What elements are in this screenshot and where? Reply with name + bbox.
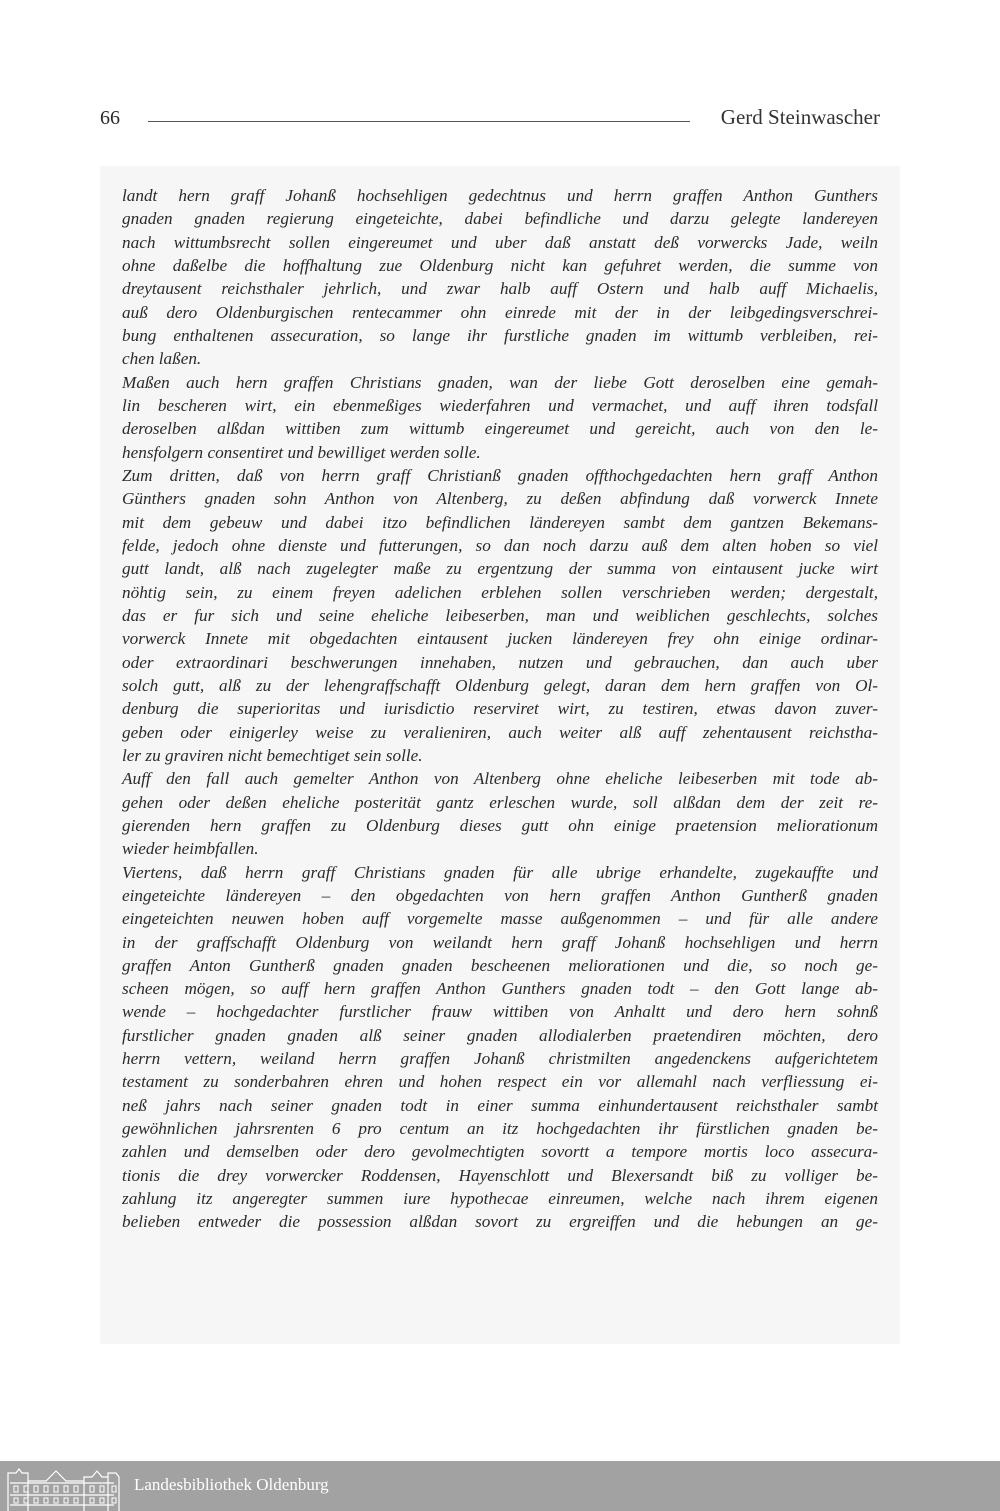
text-line: landt hern graff Johanß hochsehligen gedechtnus und herrn graffen Anthon Gunthers <box>122 186 878 205</box>
paragraph <box>122 464 878 767</box>
text-line: scheen mögen, so auff hern graffen Anthon Gunthers gnaden todt – den Gott lange ab- <box>122 979 878 999</box>
text-line: wieder heimbfallen. <box>122 839 259 859</box>
text-line: Maßen auch hern graffen Christians gnaden, wan der liebe Gott deroselben eine gemah- <box>122 372 878 392</box>
text-line: ler zu graviren nicht bemechtiget sein solle. <box>122 745 423 765</box>
text-line: gehen oder deßen eheliche posterität gantz erleschen wurde, soll alßdan dem der zeit re- <box>122 792 878 812</box>
text-line: Auff den fall auch gemelter Anthon von Altenberg ohne eheliche leibeserben mit tode ab- <box>122 769 878 789</box>
text-line: furstlicher gnaden gnaden alß seiner gnaden allodialerben praetendiren möchten, dero <box>122 1025 878 1045</box>
footer-bar <box>0 1461 1000 1511</box>
text-line: lin bescheren wirt, ein ebenmeßiges wiederfahren und vermachet, und auff ihren todsfall <box>122 395 878 415</box>
text-line: hensfolgern consentiret und bewilliget werden solle. <box>122 442 481 462</box>
text-line: dreytausent reichsthaler jehrlich, und zwar halb auff Ostern und halb auff Michaelis, <box>122 279 878 299</box>
paragraph <box>122 184 878 371</box>
text-line: nöhtig sein, zu einem freyen adelichen erblehen sollen verschrieben werden; dergestalt, <box>122 582 878 602</box>
text-line: vorwerck Innete mit obgedachten eintausent jucken ländereyen frey ohn einige ordinar- <box>122 629 878 649</box>
text-line: neß jahrs nach seiner gnaden todt in einer summa einhundertausent reichsthaler sambt <box>122 1095 878 1115</box>
header-rule <box>148 121 690 122</box>
paragraph <box>122 767 878 860</box>
text-line: eingeteichten neuwen hoben auff vorgemelte masse außgenommen – und für alle andere <box>122 909 878 929</box>
library-name: Landesbibliothek Oldenburg <box>134 1475 329 1494</box>
text-line: belieben entweder die possession alßdan sovort zu ergreiffen und die hebungen an ge- <box>122 1212 878 1232</box>
text-line: ohne daßelbe die hoffhaltung zue Oldenburg nicht kan gefuhret werden, die summe von <box>122 255 878 275</box>
text-line: auß dero Oldenburgischen rentecammer ohn einrede mit der in der leibgedingsverschrei- <box>122 302 878 322</box>
text-line: gierenden hern graffen zu Oldenburg dieses gutt ohn einige praetension meliorationum <box>122 815 878 835</box>
text-line: geben oder einigerley weise zu veralieniren, auch weiter alß auff zehentausent reichstha- <box>122 722 878 742</box>
text-line: bung enthaltenen assecuration, so lange ihr furstliche gnaden im wittumb verbleiben, rei- <box>122 325 878 345</box>
text-line: solch gutt, alß zu der lehengraffschafft Oldenburg gelegt, daran dem hern graffen von Ol- <box>122 675 878 695</box>
text-line: Viertens, daß herrn graff Christians gnaden für alle ubrige erhandelte, zugekauffte und <box>122 862 878 882</box>
text-line: graffen Anton Guntherß gnaden gnaden bescheenen meliorationen und die, so noch ge- <box>122 955 878 975</box>
text-line: nach wittumbsrecht sollen eingereumet und uber daß anstatt deß vorwercks Jade, weiln <box>122 232 878 252</box>
text-line: felde, jedoch ohne dienste und futterungen, so dan noch darzu auß dem alten hoben so viel <box>122 535 878 555</box>
text-line: gnaden gnaden regierung eingeteichte, dabei befindliche und darzu gelegte landereyen <box>122 209 878 229</box>
library-building-logo-icon <box>6 1463 124 1511</box>
text-line: testament zu sonderbahren ehren und hohen respect ein vor allemahl nach verfliessung ei- <box>122 1072 878 1092</box>
paragraph <box>122 861 878 1234</box>
text-line: herrn vettern, weiland herrn graffen Johanß christmilten angedenckens aufgerichtetem <box>122 1049 878 1069</box>
text-line: in der graffschafft Oldenburg von weilandt hern graff Johanß hochsehligen und herrn <box>122 932 878 952</box>
document-body <box>122 184 878 1234</box>
text-line: zahlung itz angeregter summen iure hypothecae einreumen, welche nach ihrem eigenen <box>122 1189 878 1209</box>
text-line: mit dem gebeuw und dabei itzo befindlichen ländereyen sambt dem gantzen Bekemans- <box>122 512 878 532</box>
text-line: zahlen und demselben oder dero gevolmechtigten sovortt a tempore mortis loco assecura- <box>122 1142 878 1162</box>
text-line: oder extraordinari beschwerungen innehaben, nutzen und gebrauchen, dan auch uber <box>122 652 878 672</box>
paragraph <box>122 371 878 464</box>
text-line: chen laßen. <box>122 349 202 369</box>
text-line: eingeteichte ländereyen – den obgedachten von hern graffen Anthon Guntherß gnaden <box>122 885 878 905</box>
page-number: 66 <box>100 107 120 129</box>
text-line: gewöhnlichen jahrsrenten 6 pro centum an itz hochgedachten ihr fürstlichen gnaden be- <box>122 1119 878 1139</box>
text-line: Günthers gnaden sohn Anthon von Altenberg, zu deßen abfindung daß vorwerck Innete <box>122 489 878 509</box>
text-line: tionis die drey vorwercker Roddensen, Hayenschlott und Blexersandt biß zu volliger be- <box>122 1165 878 1185</box>
running-head-author: Gerd Steinwascher <box>720 105 880 129</box>
text-line: Zum dritten, daß von herrn graff Christianß gnaden offthochgedachten hern graff Anthon <box>122 465 878 485</box>
text-line: deroselben alßdan wittiben zum wittumb eingereumet und gereicht, auch von den le- <box>122 419 878 439</box>
text-line: gutt landt, alß nach zugelegter maße zu ergentzung der summa von eintausent jucke wirt <box>122 559 878 579</box>
text-line: das er fur sich und seine eheliche leibeserben, man und weiblichen geschlechts, solches <box>122 605 878 625</box>
text-line: denburg die superioritas und iurisdictio reserviret wirt, zu testiren, etwas davon zuver- <box>122 699 878 719</box>
text-line: wende – hochgedachter furstlicher frauw wittiben von Anhaltt und dero hern sohnß <box>122 1002 878 1022</box>
